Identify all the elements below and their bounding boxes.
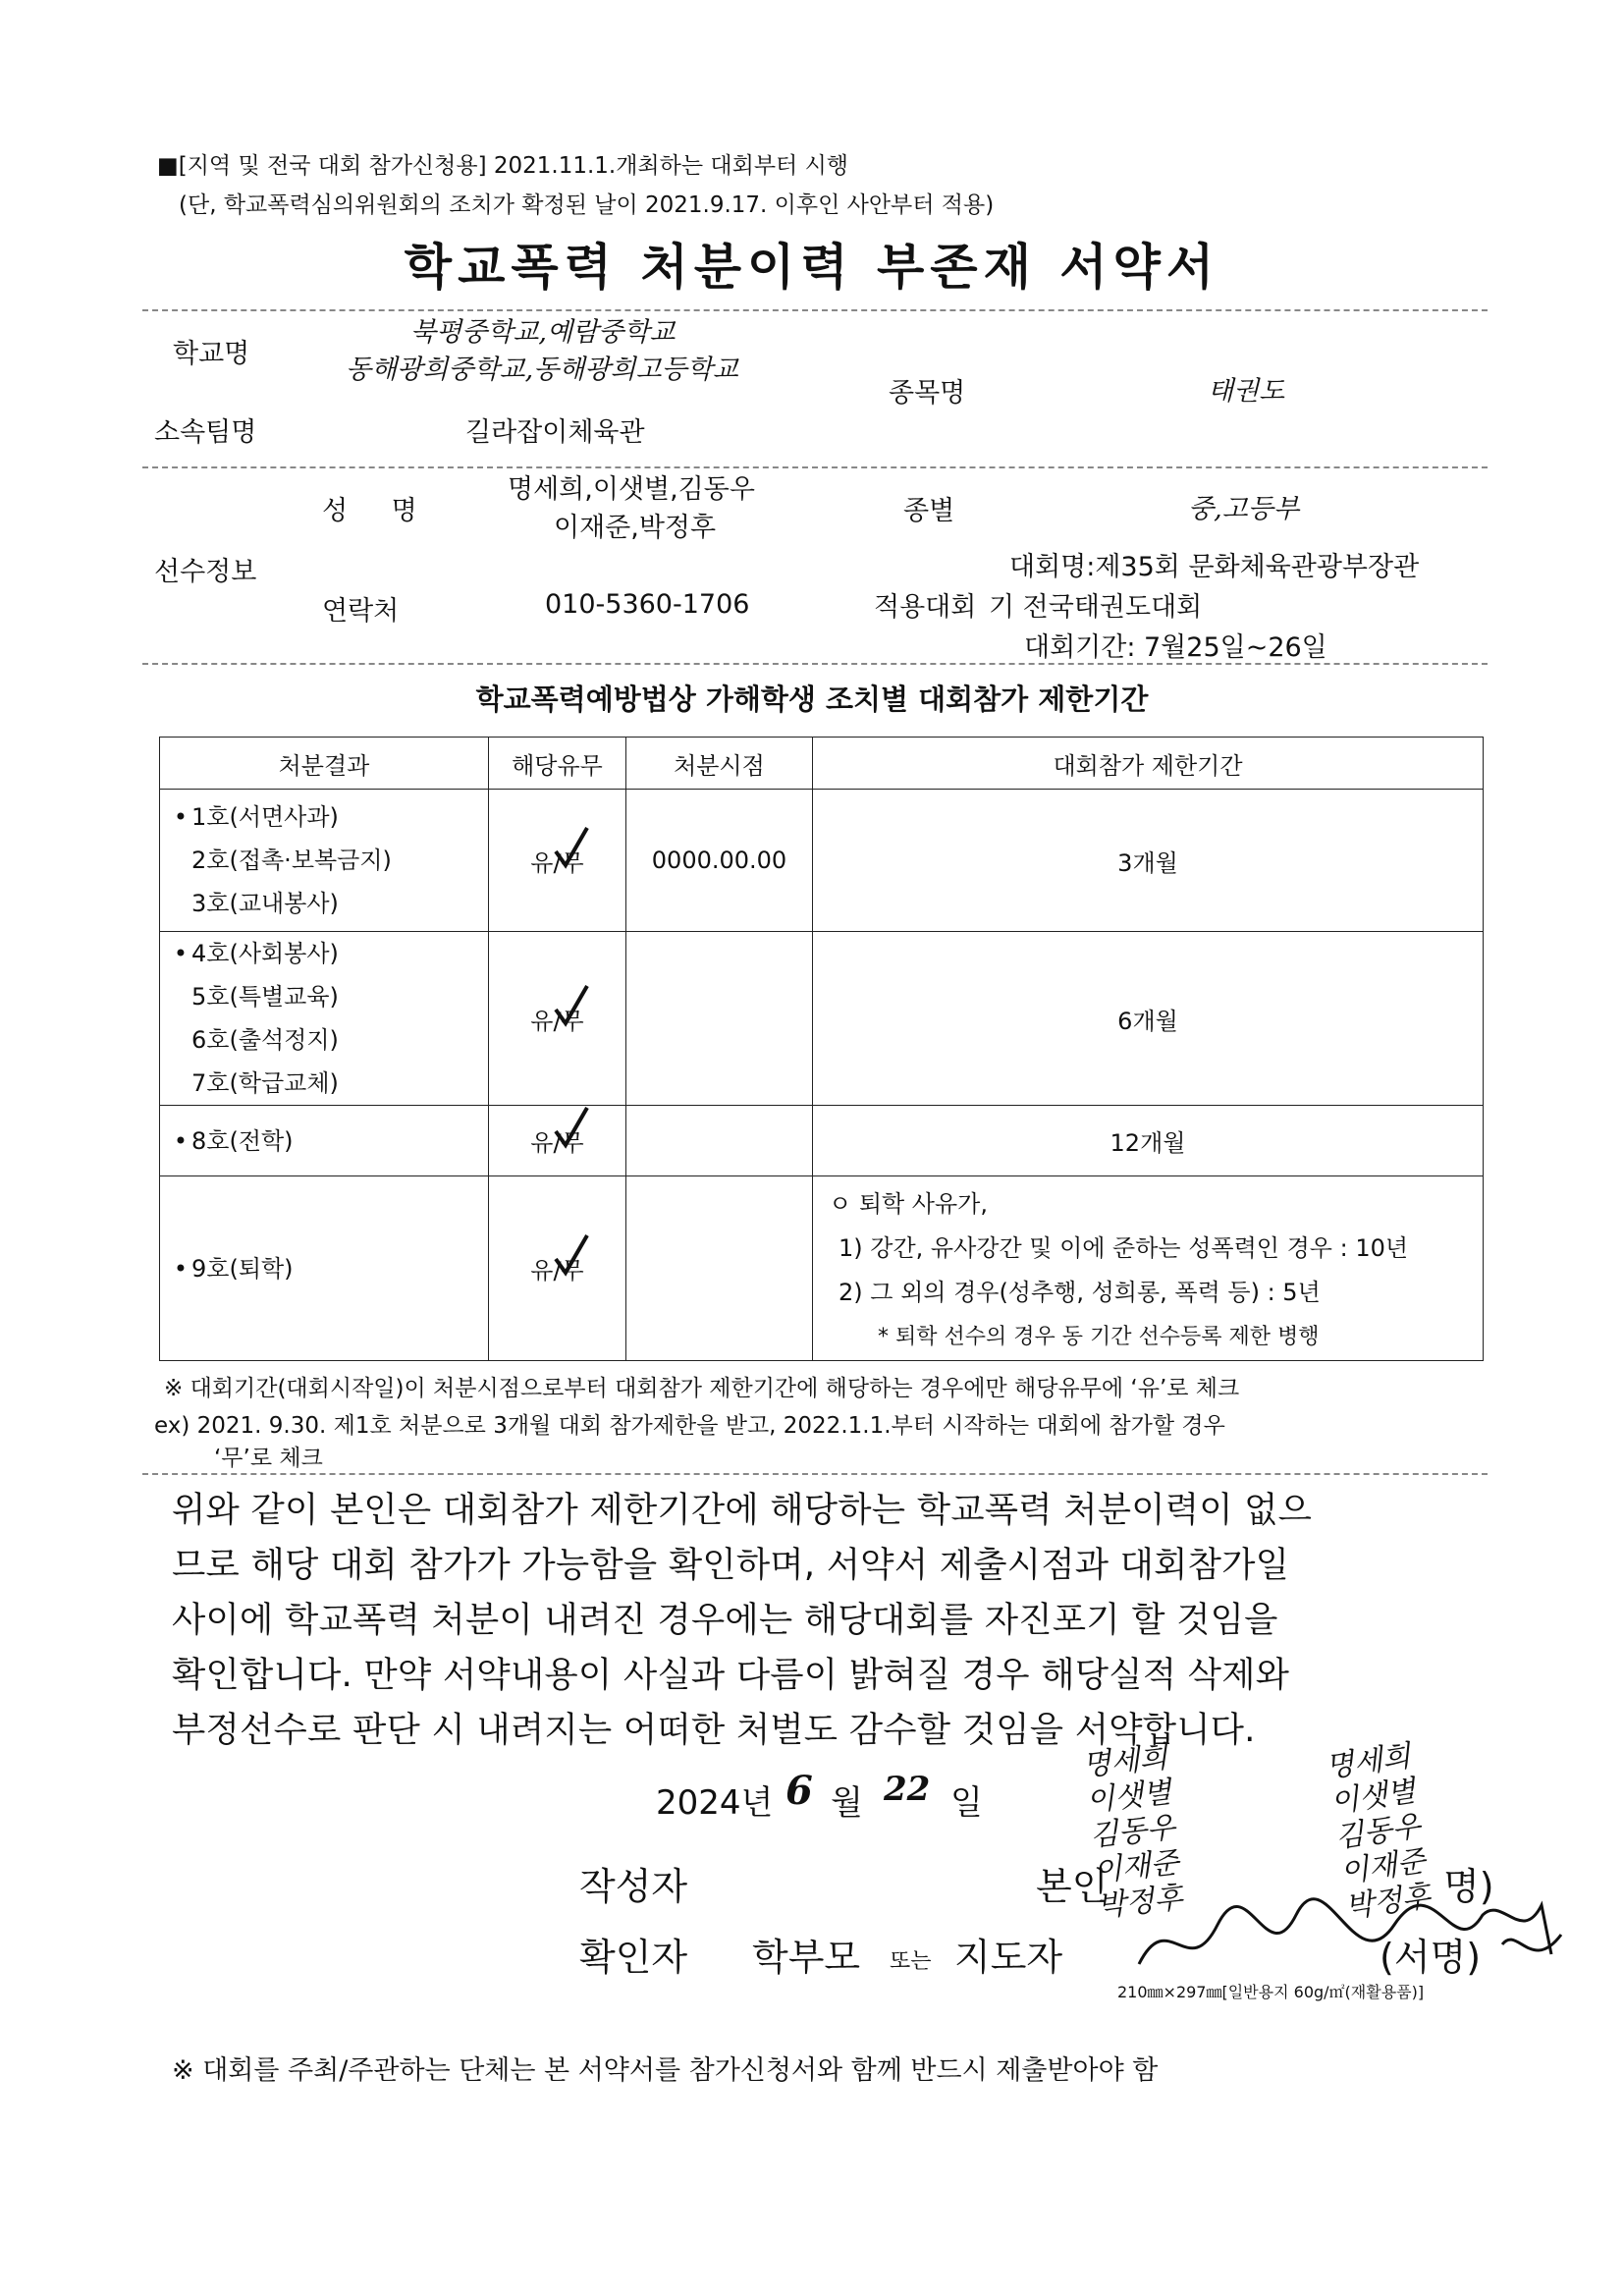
- school-value-line-1: 북평중학교,예람중학교: [410, 317, 676, 348]
- parent-label: 학부모: [752, 1936, 861, 1979]
- coach-signature-icon: [1129, 1886, 1571, 1994]
- signature-label-2: (서명): [1380, 1936, 1482, 1979]
- header-period: 대회참가 제한기간: [813, 738, 1484, 790]
- header-result: 처분결과: [160, 738, 489, 790]
- date-month: 6: [785, 1768, 813, 1814]
- header-date: 처분시점: [626, 738, 813, 790]
- row-1-date: 0000.00.00: [626, 790, 813, 932]
- row-3-date: [626, 1106, 813, 1176]
- competition-label: 적용대회: [874, 592, 977, 623]
- name-label: 성 명: [322, 496, 435, 526]
- team-label: 소속팀명: [154, 417, 257, 448]
- row-4-date: [626, 1176, 813, 1361]
- paper-spec: 210㎜×297㎜[일반용지 60g/㎡(재활용품)]: [1117, 1983, 1425, 2001]
- table-row: [160, 1176, 1484, 1361]
- row-1-applicable: 유/무: [489, 790, 626, 932]
- notice-line-2: (단, 학교폭력심의위원회의 조치가 확정된 날이 2021.9.17. 이후인 사안부터 적용): [179, 192, 995, 218]
- table-row: [160, 790, 1484, 932]
- handwritten-signature-1: 명세희 이샛별 김동우 이재준 박정후: [1080, 1739, 1185, 1925]
- footnote-3: ‘무’로 체크: [214, 1446, 323, 1471]
- table-header-row: [160, 738, 1484, 790]
- footnote-2: ex) 2021. 9.30. 제1호 처분으로 3개월 대회 참가제한을 받고, 2022.1.1.부터 시작하는 대회에 참가할 경우: [154, 1413, 1225, 1439]
- divider: [142, 309, 1488, 311]
- team-value: 길라잡이체육관: [465, 417, 645, 448]
- pledge-text: 위와 같이 본인은 대회참가 제한기간에 해당하는 학교폭력 처분이력이 없으 므로 해당 대회 참가가 가능함을 확인하며, 서약서 제출시점과 대회참가일 사이에 학교폭력 처분이 내려진 경우에는 해당대회를 자진포기 할 것임을 확인합니다. 만약 서약내용이 사실과 다름이 밝혀질 경우 해당실적 삭제와 부정선수로 판단 시 내려지는 어떠한 처벌도 감수할 것임을 서약합니다.: [172, 1490, 1313, 1750]
- date-day-unit: 일: [950, 1783, 983, 1823]
- date-year: 2024년: [656, 1783, 774, 1823]
- header-applicable: 해당유무: [489, 738, 626, 790]
- checkmark-icon: [552, 984, 591, 1027]
- signature-close: 명): [1443, 1865, 1494, 1908]
- row-1-result: • 1호(서면사과) 2호(접촉·보복금지) 3호(교내봉사): [160, 790, 489, 932]
- table-row: [160, 1106, 1484, 1176]
- footnote-1: ※ 대회기간(대회시작일)이 처분시점으로부터 대회참가 제한기간에 해당하는 경우에만 해당유무에 ‘유’로 체크: [164, 1376, 1240, 1401]
- self-label: 본인: [1036, 1865, 1109, 1908]
- division-label: 종별: [903, 496, 955, 526]
- restriction-table: [159, 737, 1484, 1361]
- row-3-applicable: 유/무: [489, 1106, 626, 1176]
- row-3-period: 12개월: [813, 1106, 1484, 1176]
- row-2-applicable: 유/무: [489, 932, 626, 1106]
- coach-label: 지도자: [954, 1936, 1063, 1979]
- checkmark-icon: [552, 1233, 591, 1277]
- row-2-date: [626, 932, 813, 1106]
- event-value: 태권도: [1208, 376, 1285, 407]
- contact-label: 연락처: [322, 596, 400, 627]
- divider: [142, 466, 1488, 468]
- school-label: 학교명: [173, 339, 250, 369]
- row-4-result: • 9호(퇴학): [160, 1176, 489, 1361]
- checkmark-icon: [552, 826, 591, 869]
- row-1-period: 3개월: [813, 790, 1484, 932]
- school-value-line-2: 동해광희중학교,동해광희고등학교: [346, 355, 738, 385]
- player-info-label: 선수정보: [154, 557, 257, 587]
- or-label: 또는: [890, 1949, 932, 1974]
- handwritten-signature-2: 명세희 이샛별 김동우 이재준 박정후: [1323, 1738, 1433, 1926]
- row-4-applicable: 유/무: [489, 1176, 626, 1361]
- divider: [142, 663, 1488, 665]
- notice-line-1: ■[지역 및 전국 대회 참가신청용] 2021.11.1.개최하는 대회부터 시행: [157, 153, 849, 179]
- row-2-period: 6개월: [813, 932, 1484, 1106]
- writer-label: 작성자: [579, 1865, 688, 1908]
- competition-name-line-2: 기 전국태권도대회: [989, 592, 1203, 623]
- date-month-unit: 월: [831, 1783, 863, 1823]
- contact-value: 010-5360-1706: [545, 589, 750, 620]
- row-4-period: ㅇ 퇴학 사유가, 1) 강간, 유사강간 및 이에 준하는 성폭력인 경우 : 10년 2) 그 외의 경우(성추행, 성희롱, 폭력 등) : 5년 * 퇴학 선수의 경우 동 기간 선수등록 제한 병행: [813, 1176, 1484, 1361]
- restriction-subtitle: 학교폭력예방법상 가해학생 조치별 대회참가 제한기간: [475, 683, 1149, 716]
- final-note: ※ 대회를 주최/주관하는 단체는 본 서약서를 참가신청서와 함께 반드시 제출받아야 함: [172, 2055, 1159, 2086]
- table-row: [160, 932, 1484, 1106]
- row-2-result: • 4호(사회봉사) 5호(특별교육) 6호(출석정지) 7호(학급교체): [160, 932, 489, 1106]
- division-value: 중,고등부: [1188, 494, 1299, 524]
- names-line-2: 이재준,박정후: [554, 513, 717, 543]
- event-label: 종목명: [889, 378, 966, 409]
- date-day: 22: [884, 1770, 931, 1809]
- names-line-1: 명세희,이샛별,김동우: [508, 474, 755, 505]
- row-3-result: • 8호(전학): [160, 1106, 489, 1176]
- competition-period: 대회기간: 7월25일~26일: [1024, 632, 1327, 663]
- confirmer-label: 확인자: [579, 1936, 688, 1979]
- competition-name-line-1: 대회명:제35회 문화체육관광부장관: [1009, 552, 1420, 582]
- document-title: 학교폭력 처분이력 부존재 서약서: [404, 239, 1220, 296]
- checkmark-icon: [552, 1106, 591, 1149]
- divider: [142, 1473, 1488, 1475]
